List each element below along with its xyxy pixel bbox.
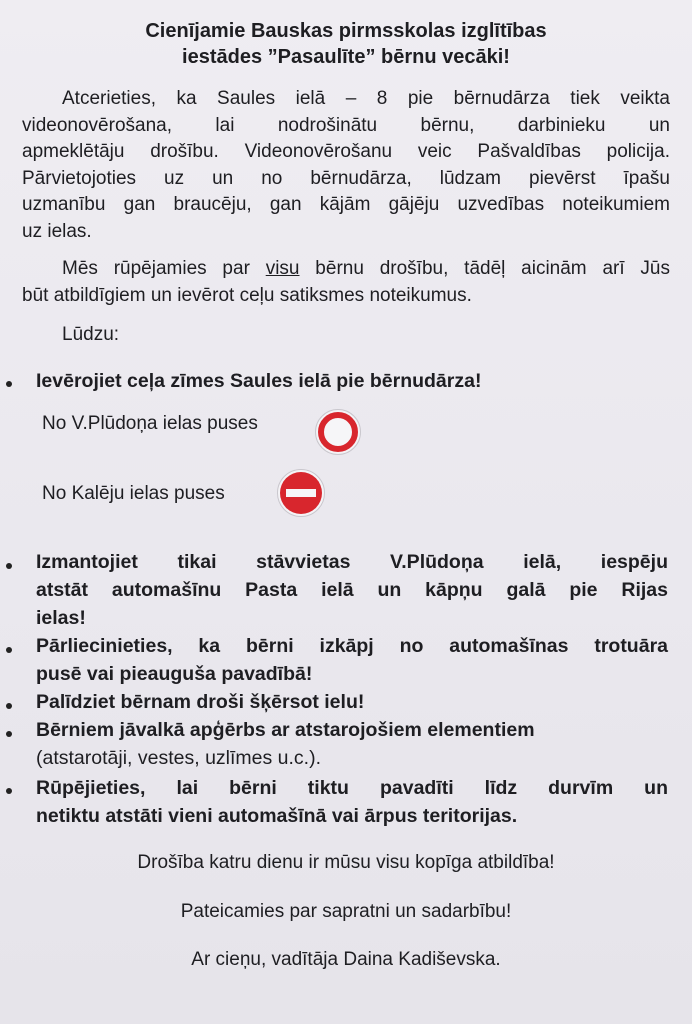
paragraph-safety-line-1 <box>22 256 670 283</box>
sign-1-label: No V.Plūdoņa ielas puses <box>42 413 258 434</box>
item-reflective-line-1: Bērniem jāvalkā apģērbs ar atstarojošiem elementiem <box>36 719 535 741</box>
no-entry-sign-icon <box>276 468 326 518</box>
closing-signature: Ar cieņu, vadītāja Daina Kadiševska. <box>191 949 501 970</box>
item-exit-line-1: Pārliecinieties, ka bērni izkāpj no automašīnas trotuāra <box>36 635 668 657</box>
item-exit-line-2: pusē vai pieauguša pavadībā! <box>36 663 313 685</box>
paragraph-cctv-line-4: Pārvietojoties uz un no bērnudārza, lūdzam pievērst īpašu <box>22 167 670 189</box>
underlined-word: visu <box>265 258 300 279</box>
paragraph-cctv-line-3: apmeklētāju drošību. Videonovērošanu veic Pašvaldības policija. <box>22 141 670 162</box>
item-parking-line-3: ielas! <box>36 607 86 629</box>
paragraph-cctv-line-5: uzmanību gan braucēju, gan kājām gājēju uzvedības noteikumiem <box>22 194 670 215</box>
paragraph-safety <box>22 256 670 309</box>
sign-2-label: No Kalēju ielas puses <box>42 483 225 504</box>
closing-responsibility: Drošība katru dienu ir mūsu visu kopīga atbildība! <box>137 852 555 873</box>
item-road-signs: Ievērojiet ceļa zīmes Saules ielā pie bērnudārza! <box>36 370 482 392</box>
bullet-icon <box>6 731 12 737</box>
please-label: Lūdzu: <box>62 324 120 345</box>
item-reflective-line-2: (atstarotāji, vestes, uzlīmes u.c.). <box>36 747 322 769</box>
item-escort-line-1: Rūpējieties, lai bērni tiktu pavadīti līdz durvīm un <box>36 777 668 799</box>
bullet-icon <box>6 563 12 569</box>
paragraph-safety-start: Mēs rūpējamies par <box>62 258 266 279</box>
paragraph-safety-end: bērnu drošību, tādēļ aicinām arī Jūs <box>299 258 670 279</box>
item-crossing: Palīdziet bērnam droši šķērsot ielu! <box>36 691 365 713</box>
bullet-icon <box>6 381 12 387</box>
notice-title <box>0 18 692 70</box>
paragraph-cctv-line-6: uz ielas. <box>22 220 92 242</box>
item-escort-line-2: netiktu atstāti vieni automašīnā vai ārpus teritorijas. <box>36 805 518 827</box>
paragraph-safety-line-2: būt atbildīgiem un ievērot ceļu satiksmes noteikumus. <box>22 284 472 306</box>
item-parking-line-2: atstāt automašīnu Pasta ielā un kāpņu galā pie Rijas <box>36 579 668 601</box>
no-vehicles-sign-icon <box>314 408 362 456</box>
paragraph-cctv-line-2: videonovērošana, lai nodrošinātu bērnu, darbinieku un <box>22 114 670 136</box>
title-line-2: iestādes ”Pasaulīte” bērnu vecāki! <box>182 46 510 68</box>
title-line-1: Cienījamie Bauskas pirmsskolas izglītības <box>145 20 547 42</box>
bullet-icon <box>6 788 12 794</box>
bullet-icon <box>6 703 12 709</box>
item-parking-line-1: Izmantojiet tikai stāvvietas V.Plūdoņa ielā, iespēju <box>36 551 668 573</box>
closing-thanks: Pateicamies par sapratni un sadarbību! <box>180 901 512 922</box>
paragraph-cctv <box>22 86 670 245</box>
paragraph-cctv-line-1: Atcerieties, ka Saules ielā – 8 pie bērnudārza tiek veikta <box>62 88 670 109</box>
bullet-icon <box>6 647 12 653</box>
